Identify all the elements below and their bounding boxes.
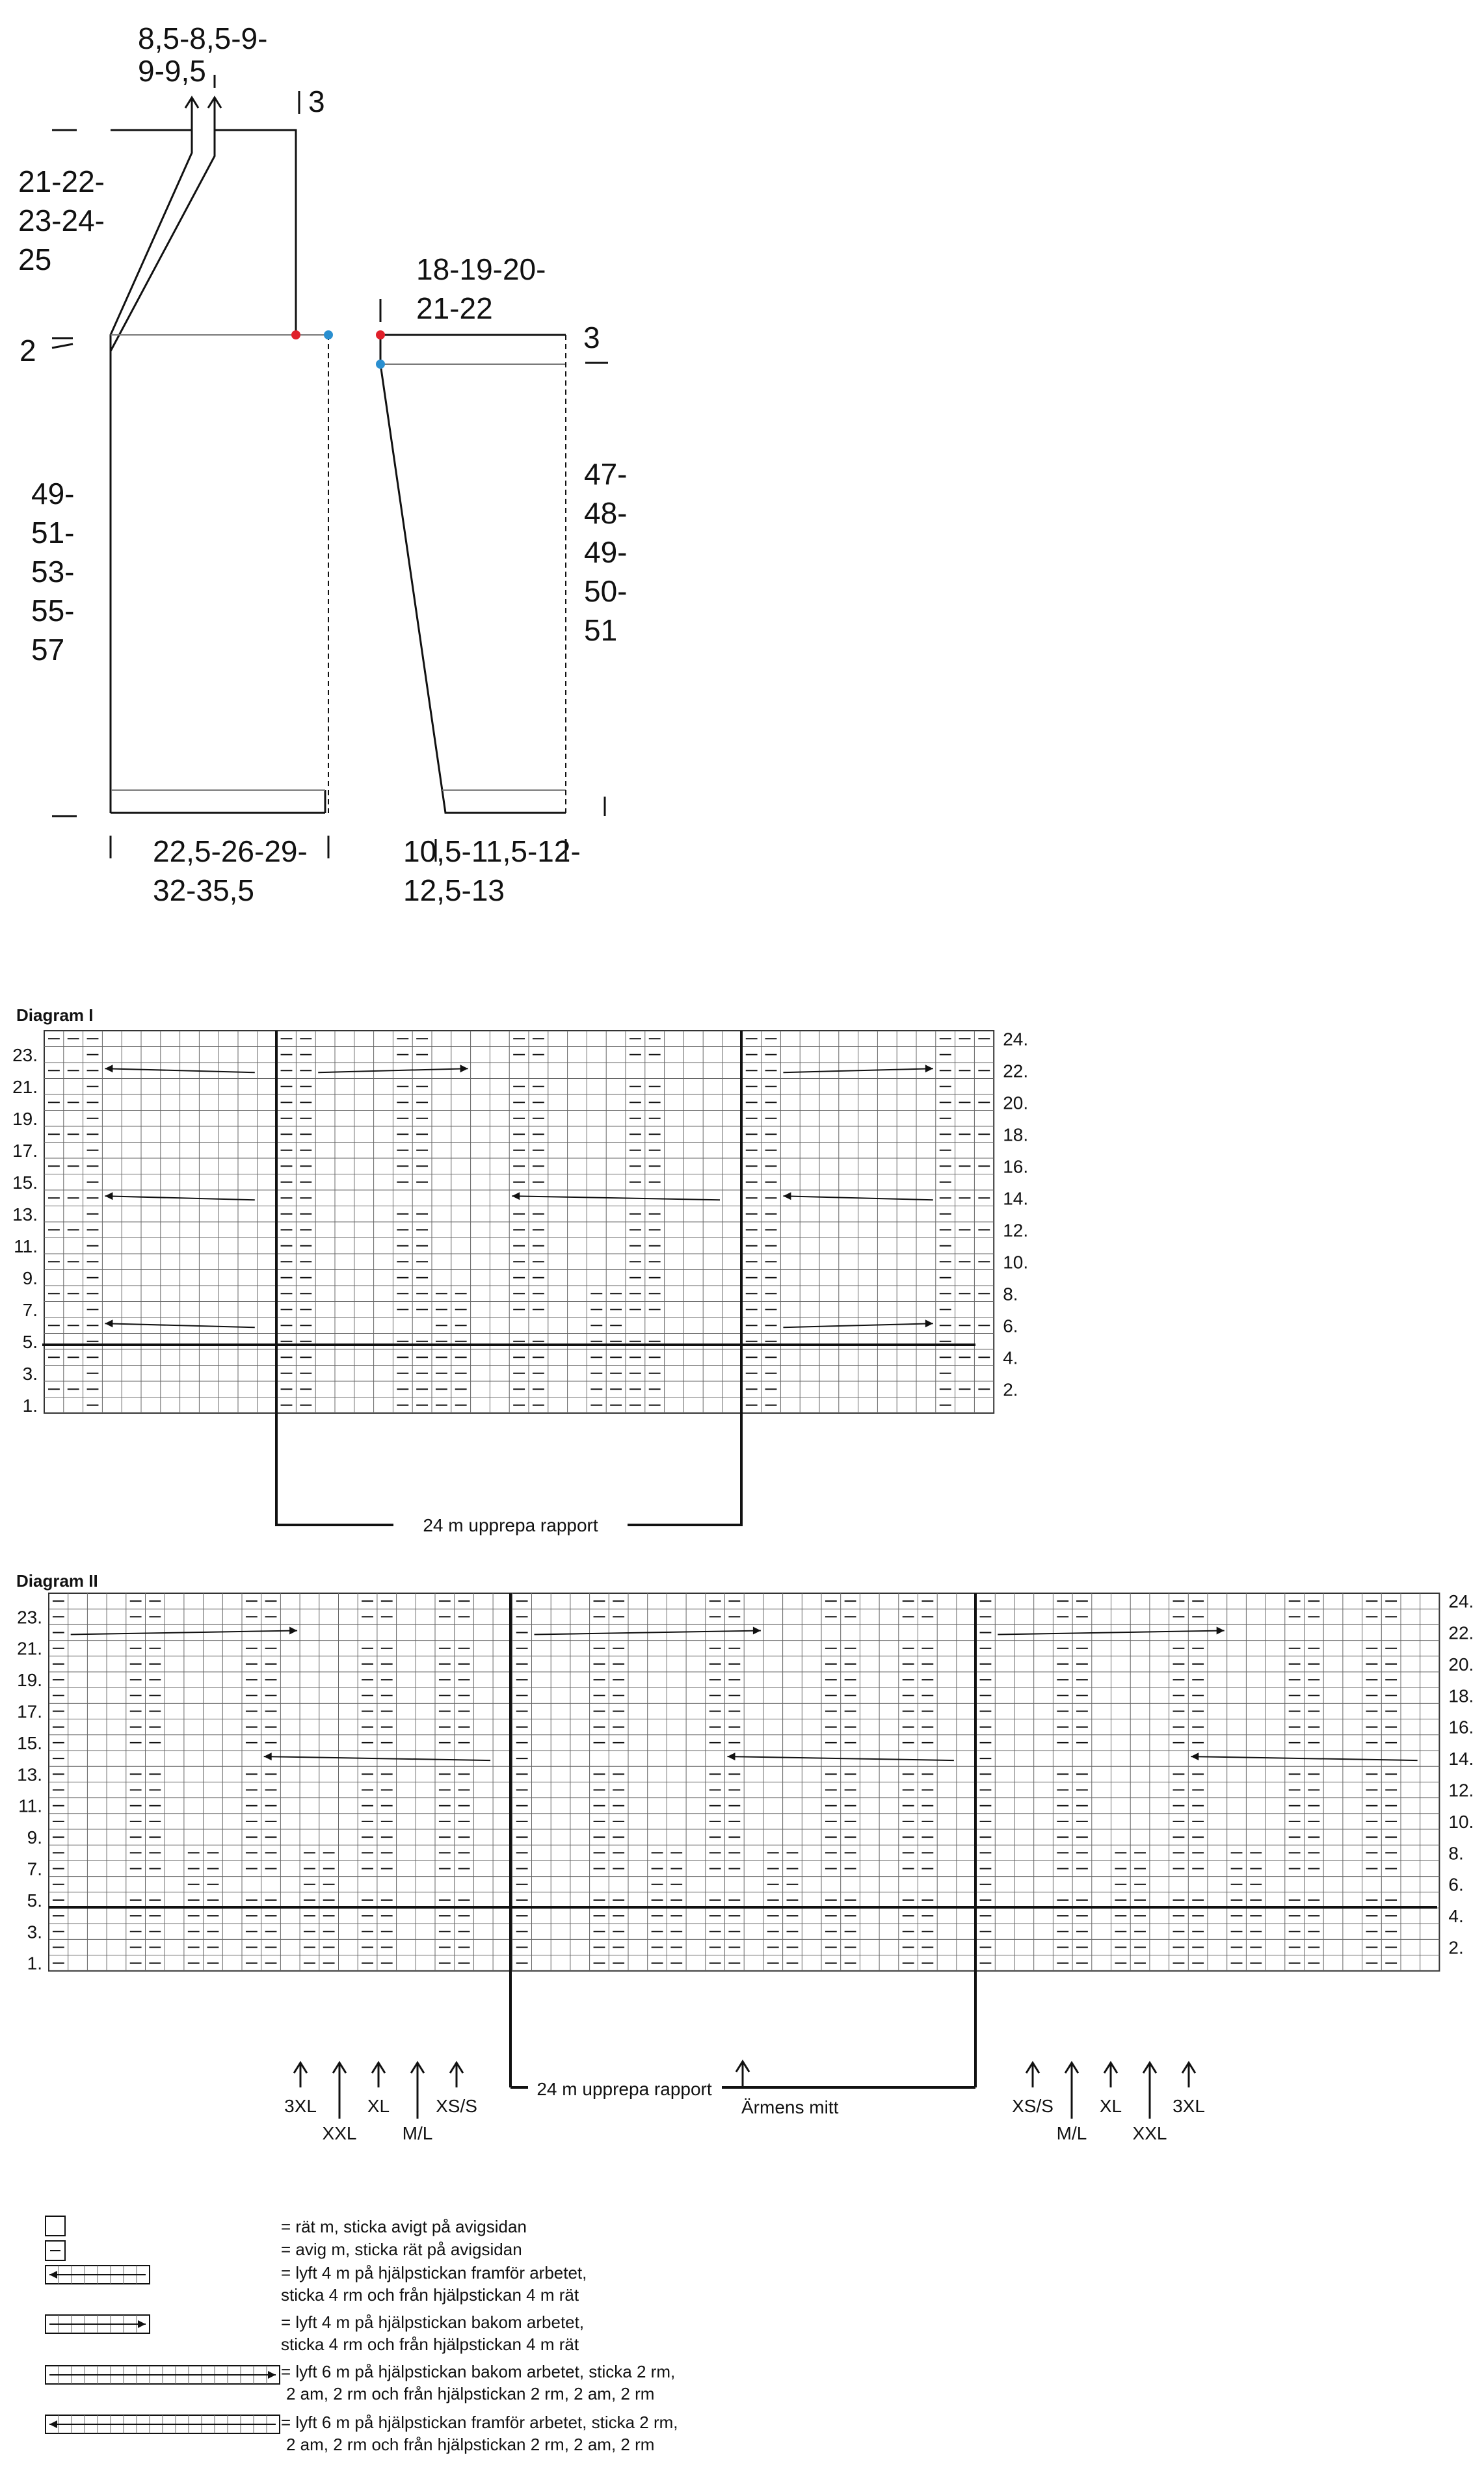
neck-arrows — [185, 98, 221, 130]
body-outline — [111, 130, 325, 813]
row-label-right: 22. — [1003, 1061, 1029, 1081]
row-label-right: 20. — [1448, 1654, 1474, 1674]
size-marker-label: M/L — [1056, 2123, 1087, 2143]
size-marker-label: XL — [1099, 2096, 1122, 2116]
sleeve-inner-lines — [380, 364, 566, 790]
sleeve-length-label — [584, 457, 627, 647]
row-label-right: 24. — [1003, 1029, 1029, 1050]
blue-marker-dot — [324, 330, 333, 339]
row-label-right: 18. — [1003, 1124, 1029, 1145]
row-label-left: 17. — [17, 1701, 42, 1722]
legend-knit-text: = rät m, sticka avigt på avigsidan — [281, 2217, 527, 2236]
legend-purl-text: = avig m, sticka rät på avigsidan — [281, 2240, 522, 2259]
blue-marker-dot — [376, 360, 385, 369]
sleeve-length-line-3: 49- — [584, 535, 628, 569]
red-marker-dot — [376, 330, 385, 339]
row-label-left: 15. — [17, 1732, 42, 1753]
row-label-right: 8. — [1003, 1284, 1018, 1304]
row-label-right: 6. — [1448, 1874, 1464, 1895]
diagram-2-title: Diagram II — [16, 1571, 98, 1591]
size-marker-label: 3XL — [1173, 2096, 1205, 2116]
row-label-right: 2. — [1448, 1937, 1464, 1958]
sleeve-schematic — [376, 252, 627, 907]
body-length-line-5: 57 — [31, 633, 65, 667]
row-label-left: 13. — [12, 1204, 38, 1224]
row-label-left: 23. — [17, 1607, 42, 1628]
center-arrow — [736, 2061, 749, 2087]
red-marker-dot — [291, 330, 300, 339]
sleeve-outline — [380, 335, 566, 813]
row-label-left: 21. — [17, 1638, 42, 1659]
cable6-back-symbol-icon — [46, 2366, 280, 2384]
legend-knit-item — [46, 2216, 527, 2236]
size-marker-label: XS/S — [1012, 2096, 1053, 2116]
row-label-left: 11. — [14, 1236, 38, 1256]
sleeve-cuff-label — [403, 834, 581, 907]
diagram-2 — [16, 1571, 1474, 2143]
sleeve-length-line-5: 51 — [584, 613, 618, 647]
sleeve-top-height-label: 3 — [583, 321, 600, 354]
row-label-left: 9. — [27, 1827, 42, 1848]
sleeve-length-line-4: 50- — [584, 574, 628, 608]
diagram-1 — [12, 1005, 1028, 1535]
row-label-left: 13. — [17, 1764, 42, 1785]
neck-width-line-1: 8,5-8,5-9- — [138, 21, 268, 55]
body-dashed-lines — [111, 335, 328, 813]
armhole-line-3: 25 — [18, 243, 52, 276]
row-label-right: 2. — [1003, 1379, 1018, 1400]
shoulder-drop-label: 3 — [308, 85, 325, 118]
size-marker-label: XS/S — [436, 2096, 477, 2116]
row-label-right: 8. — [1448, 1843, 1464, 1864]
neck-width-line-2: 9-9,5 — [138, 54, 206, 88]
sleeve-tick-marks — [380, 299, 608, 862]
knit-symbol-icon — [46, 2216, 65, 2236]
row-label-left: 1. — [27, 1953, 42, 1974]
row-label-right: 12. — [1448, 1780, 1474, 1801]
body-length-line-2: 51- — [31, 516, 75, 549]
row-label-left: 21. — [12, 1076, 38, 1097]
sleeve-top-line-1: 18-19-20- — [416, 252, 546, 286]
row-label-right: 20. — [1003, 1092, 1029, 1113]
row-label-left: 5. — [27, 1890, 42, 1911]
legend — [46, 2216, 678, 2454]
half-width-line-2: 32-35,5 — [153, 873, 255, 907]
row-label-left: 9. — [22, 1267, 38, 1288]
row-label-left: 7. — [27, 1859, 42, 1879]
diagram-2-repeat-label: 24 m upprepa rapport — [537, 2079, 712, 2099]
legend-cable4-front-item — [46, 2263, 587, 2305]
row-label-right: 16. — [1003, 1156, 1029, 1177]
legend-cable6-back-item — [46, 2362, 675, 2403]
diagram-1-title: Diagram I — [16, 1005, 94, 1025]
row-label-left: 3. — [22, 1363, 38, 1384]
row-label-left: 7. — [22, 1299, 38, 1320]
sleeve-length-line-1: 47- — [584, 457, 628, 491]
half-width-label — [153, 834, 308, 907]
row-label-right: 12. — [1003, 1220, 1029, 1241]
row-label-right: 22. — [1448, 1622, 1474, 1643]
legend-cable6-front-text: = lyft 6 m på hjälpstickan framför arbetet, sticka 2 rm, 2 am, 2 rm och från hjälpstickan 2 rm, 2 am, 2 rm — [281, 2413, 678, 2454]
row-label-left: 1. — [22, 1395, 38, 1416]
sleeve-cuff-line-2: 12,5-13 — [403, 873, 505, 907]
body-inner-lines — [111, 335, 328, 790]
size-marker-label: XXL — [1132, 2123, 1167, 2143]
size-marker-label: XXL — [322, 2123, 357, 2143]
legend-cable4-front-text: = lyft 4 m på hjälpstickan framför arbetet, sticka 4 rm och från hjälpstickan 4 m rät — [281, 2263, 587, 2305]
body-length-line-1: 49- — [31, 477, 75, 510]
body-length-line-4: 55- — [31, 594, 75, 628]
row-label-right: 18. — [1448, 1686, 1474, 1706]
size-marker-label: XL — [367, 2096, 390, 2116]
sleeve-top-width-label — [416, 252, 546, 325]
neck-width-label — [138, 21, 267, 88]
legend-cable4-back-item — [46, 2312, 584, 2354]
row-label-right: 16. — [1448, 1717, 1474, 1738]
armhole-depth-label — [18, 165, 105, 276]
row-label-right: 14. — [1003, 1188, 1029, 1209]
row-label-right: 6. — [1003, 1316, 1018, 1336]
body-length-line-3: 53- — [31, 555, 75, 589]
diagram-1-grid — [44, 1031, 994, 1413]
small-offset-label: 2 — [20, 334, 36, 367]
row-label-left: 17. — [12, 1140, 38, 1161]
half-width-line-1: 22,5-26-29- — [153, 834, 308, 868]
cable4-front-symbol-icon — [46, 2266, 150, 2284]
body-length-label — [31, 477, 74, 667]
row-label-left: 3. — [27, 1922, 42, 1942]
row-label-right: 4. — [1448, 1906, 1464, 1927]
armhole-line-1: 21-22- — [18, 165, 105, 198]
sleeve-top-line-2: 21-22 — [416, 291, 493, 325]
row-label-left: 5. — [22, 1331, 38, 1352]
size-marker-label: 3XL — [284, 2096, 317, 2116]
row-label-left: 15. — [12, 1172, 38, 1193]
cable6-front-symbol-icon — [46, 2415, 280, 2433]
legend-cable4-back-text: = lyft 4 m på hjälpstickan bakom arbetet, sticka 4 rm och från hjälpstickan 4 m rät — [281, 2312, 585, 2354]
legend-cable6-front-item — [46, 2413, 678, 2454]
row-label-right: 14. — [1448, 1749, 1474, 1769]
row-label-right: 10. — [1448, 1811, 1474, 1832]
size-marker-label: M/L — [402, 2123, 433, 2143]
armhole-line-2: 23-24- — [18, 204, 105, 237]
row-label-right: 24. — [1448, 1591, 1474, 1612]
cable4-back-symbol-icon — [46, 2315, 150, 2333]
row-label-right: 4. — [1003, 1347, 1018, 1368]
row-label-left: 23. — [12, 1044, 38, 1065]
row-label-left: 11. — [18, 1795, 42, 1816]
diagram-2-grid — [49, 1593, 1439, 1971]
row-label-left: 19. — [17, 1670, 42, 1691]
sleeve-center-label: Ärmens mitt — [741, 2097, 839, 2117]
sleeve-length-line-2: 48- — [584, 496, 628, 530]
body-schematic — [18, 21, 333, 907]
row-label-right: 10. — [1003, 1252, 1029, 1273]
diagram-1-repeat-label: 24 m upprepa rapport — [423, 1515, 598, 1535]
sleeve-cuff-line-1: 10,5-11,5-12- — [403, 834, 581, 868]
row-label-left: 19. — [12, 1108, 38, 1129]
legend-cable6-back-text: = lyft 6 m på hjälpstickan bakom arbetet, sticka 2 rm, 2 am, 2 rm och från hjälpstickan 2 rm, 2 am, 2 rm — [281, 2362, 676, 2403]
legend-purl-item — [46, 2240, 522, 2260]
